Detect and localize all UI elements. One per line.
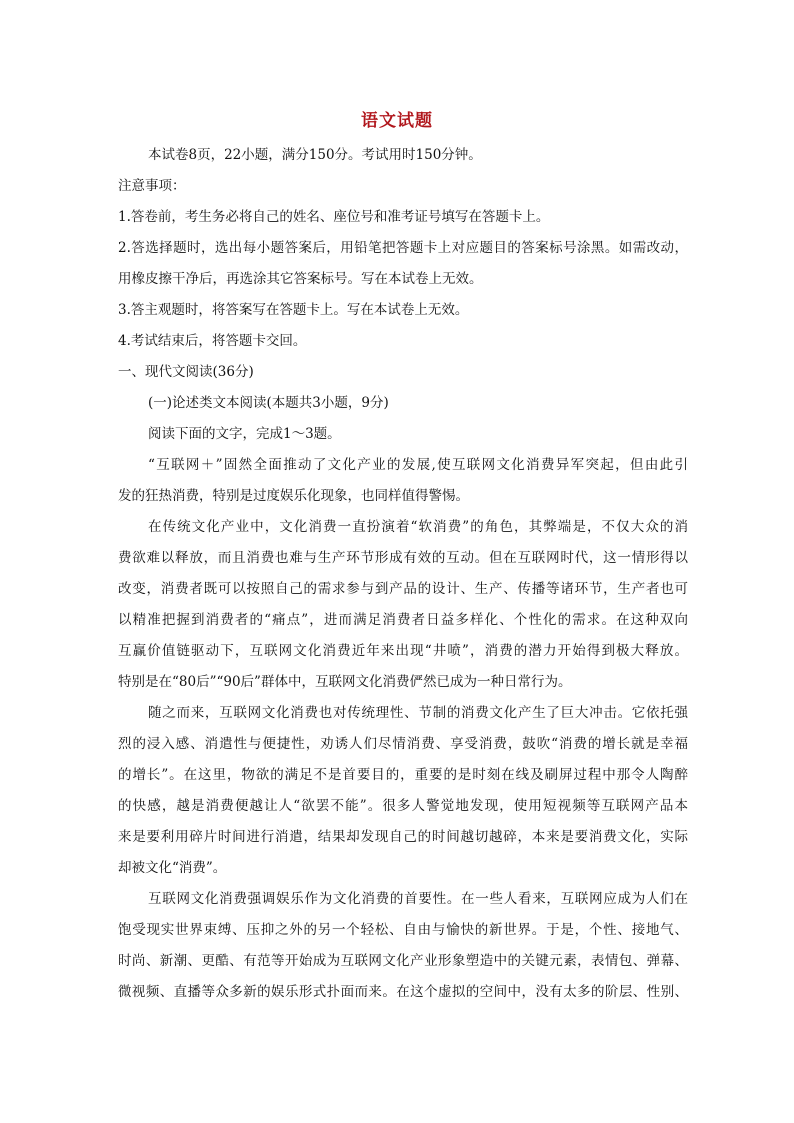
passage-line: 的快感，越是消费便越让人“欲罢不能”。很多人警觉地发现，使用短视频等互联网产品本 (118, 798, 688, 814)
passage-line: 时尚、新潮、更酷、有范等开始成为互联网文化产业形象塑造中的关键元素，表情包、弹幕、 (118, 953, 688, 969)
passage-line: 烈的浸入感、消遣性与便捷性，劝诱人们尽情消费、享受消费，鼓吹“消费的增长就是幸福 (118, 736, 688, 752)
passage-line: 微视频、直播等众多新的娱乐形式扑面而来。在这个虚拟的空间中，没有太多的阶层、性别、 (118, 984, 688, 1000)
passage-line: “互联网＋”固然全面推动了文化产业的发展,使互联网文化消费异军突起，但由此引 (148, 457, 688, 473)
passage-line: 以精准把握到消费者的“痛点”，进而满足消费者日益多样化、个性化的需求。在这种双向 (118, 612, 688, 628)
notice-heading: 注意事项： (118, 178, 186, 194)
notice-item: 用橡皮擦干净后，再选涂其它答案标号。写在本试卷上无效。 (118, 271, 483, 287)
notice-item: 4.考试结束后，将答题卡交回。 (118, 333, 307, 349)
passage-line: 饱受现实世界束缚、压抑之外的另一个轻松、自由与愉快的新世界。于是，个性、接地气、 (118, 922, 688, 938)
passage-line: 改变，消费者既可以按照自己的需求参与到产品的设计、生产、传播等诸环节，生产者也可 (118, 581, 688, 597)
passage-line: 来是要利用碎片时间进行消遣，结果却发现自己的时间越切越碎，本来是要消费文化，实际 (118, 829, 688, 845)
passage-line: 费欲难以释放，而且消费也难与生产环节形成有效的互动。但在互联网时代，这一情形得以 (118, 550, 688, 566)
passage-line: 发的狂热消费，特别是过度娱乐化现象，也同样值得警惕。 (118, 488, 469, 504)
notice-item: 3.答主观题时，将答案写在答题卡上。写在本试卷上无效。 (118, 302, 469, 318)
passage-line: 互赢价值链驱动下，互联网文化消费近年来出现“井喷”，消费的潜力开始得到极大释放。 (118, 643, 688, 659)
intro-text: 本试卷8页，22小题，满分150分。考试用时150分钟。 (148, 147, 482, 163)
notice-item: 2.答选择题时，选出每小题答案后，用铅笔把答题卡上对应题目的答案标号涂黑。如需改动， (118, 240, 688, 256)
passage-line: 特别是在“80后”“90后”群体中，互联网文化消费俨然已成为一种日常行为。 (118, 674, 572, 690)
document-title: 语文试题 (361, 111, 433, 131)
passage-line: 的增长”。在这里，物欲的满足不是首要目的，重要的是时刻在线及刷屏过程中那令人陶醉 (118, 767, 688, 783)
passage-line: 在传统文化产业中，文化消费一直扮演着“软消费”的角色，其弊端是，不仅大众的消 (148, 519, 688, 535)
notice-item: 1.答卷前，考生务必将自己的姓名、座位号和准考证号填写在答题卡上。 (118, 209, 550, 225)
subsection-heading: (一)论述类文本阅读(本题共3小题，9分) (148, 395, 389, 411)
passage-line: 随之而来，互联网文化消费也对传统理性、节制的消费文化产生了巨大冲击。它依托强 (148, 705, 688, 721)
instruction-text: 阅读下面的文字，完成1～3题。 (148, 426, 341, 442)
section-heading: 一、现代文阅读(36分) (118, 364, 254, 380)
passage-line: 却被文化“消费”。 (118, 860, 227, 876)
passage-line: 互联网文化消费强调娱乐作为文化消费的首要性。在一些人看来，互联网应成为人们在 (148, 891, 688, 907)
